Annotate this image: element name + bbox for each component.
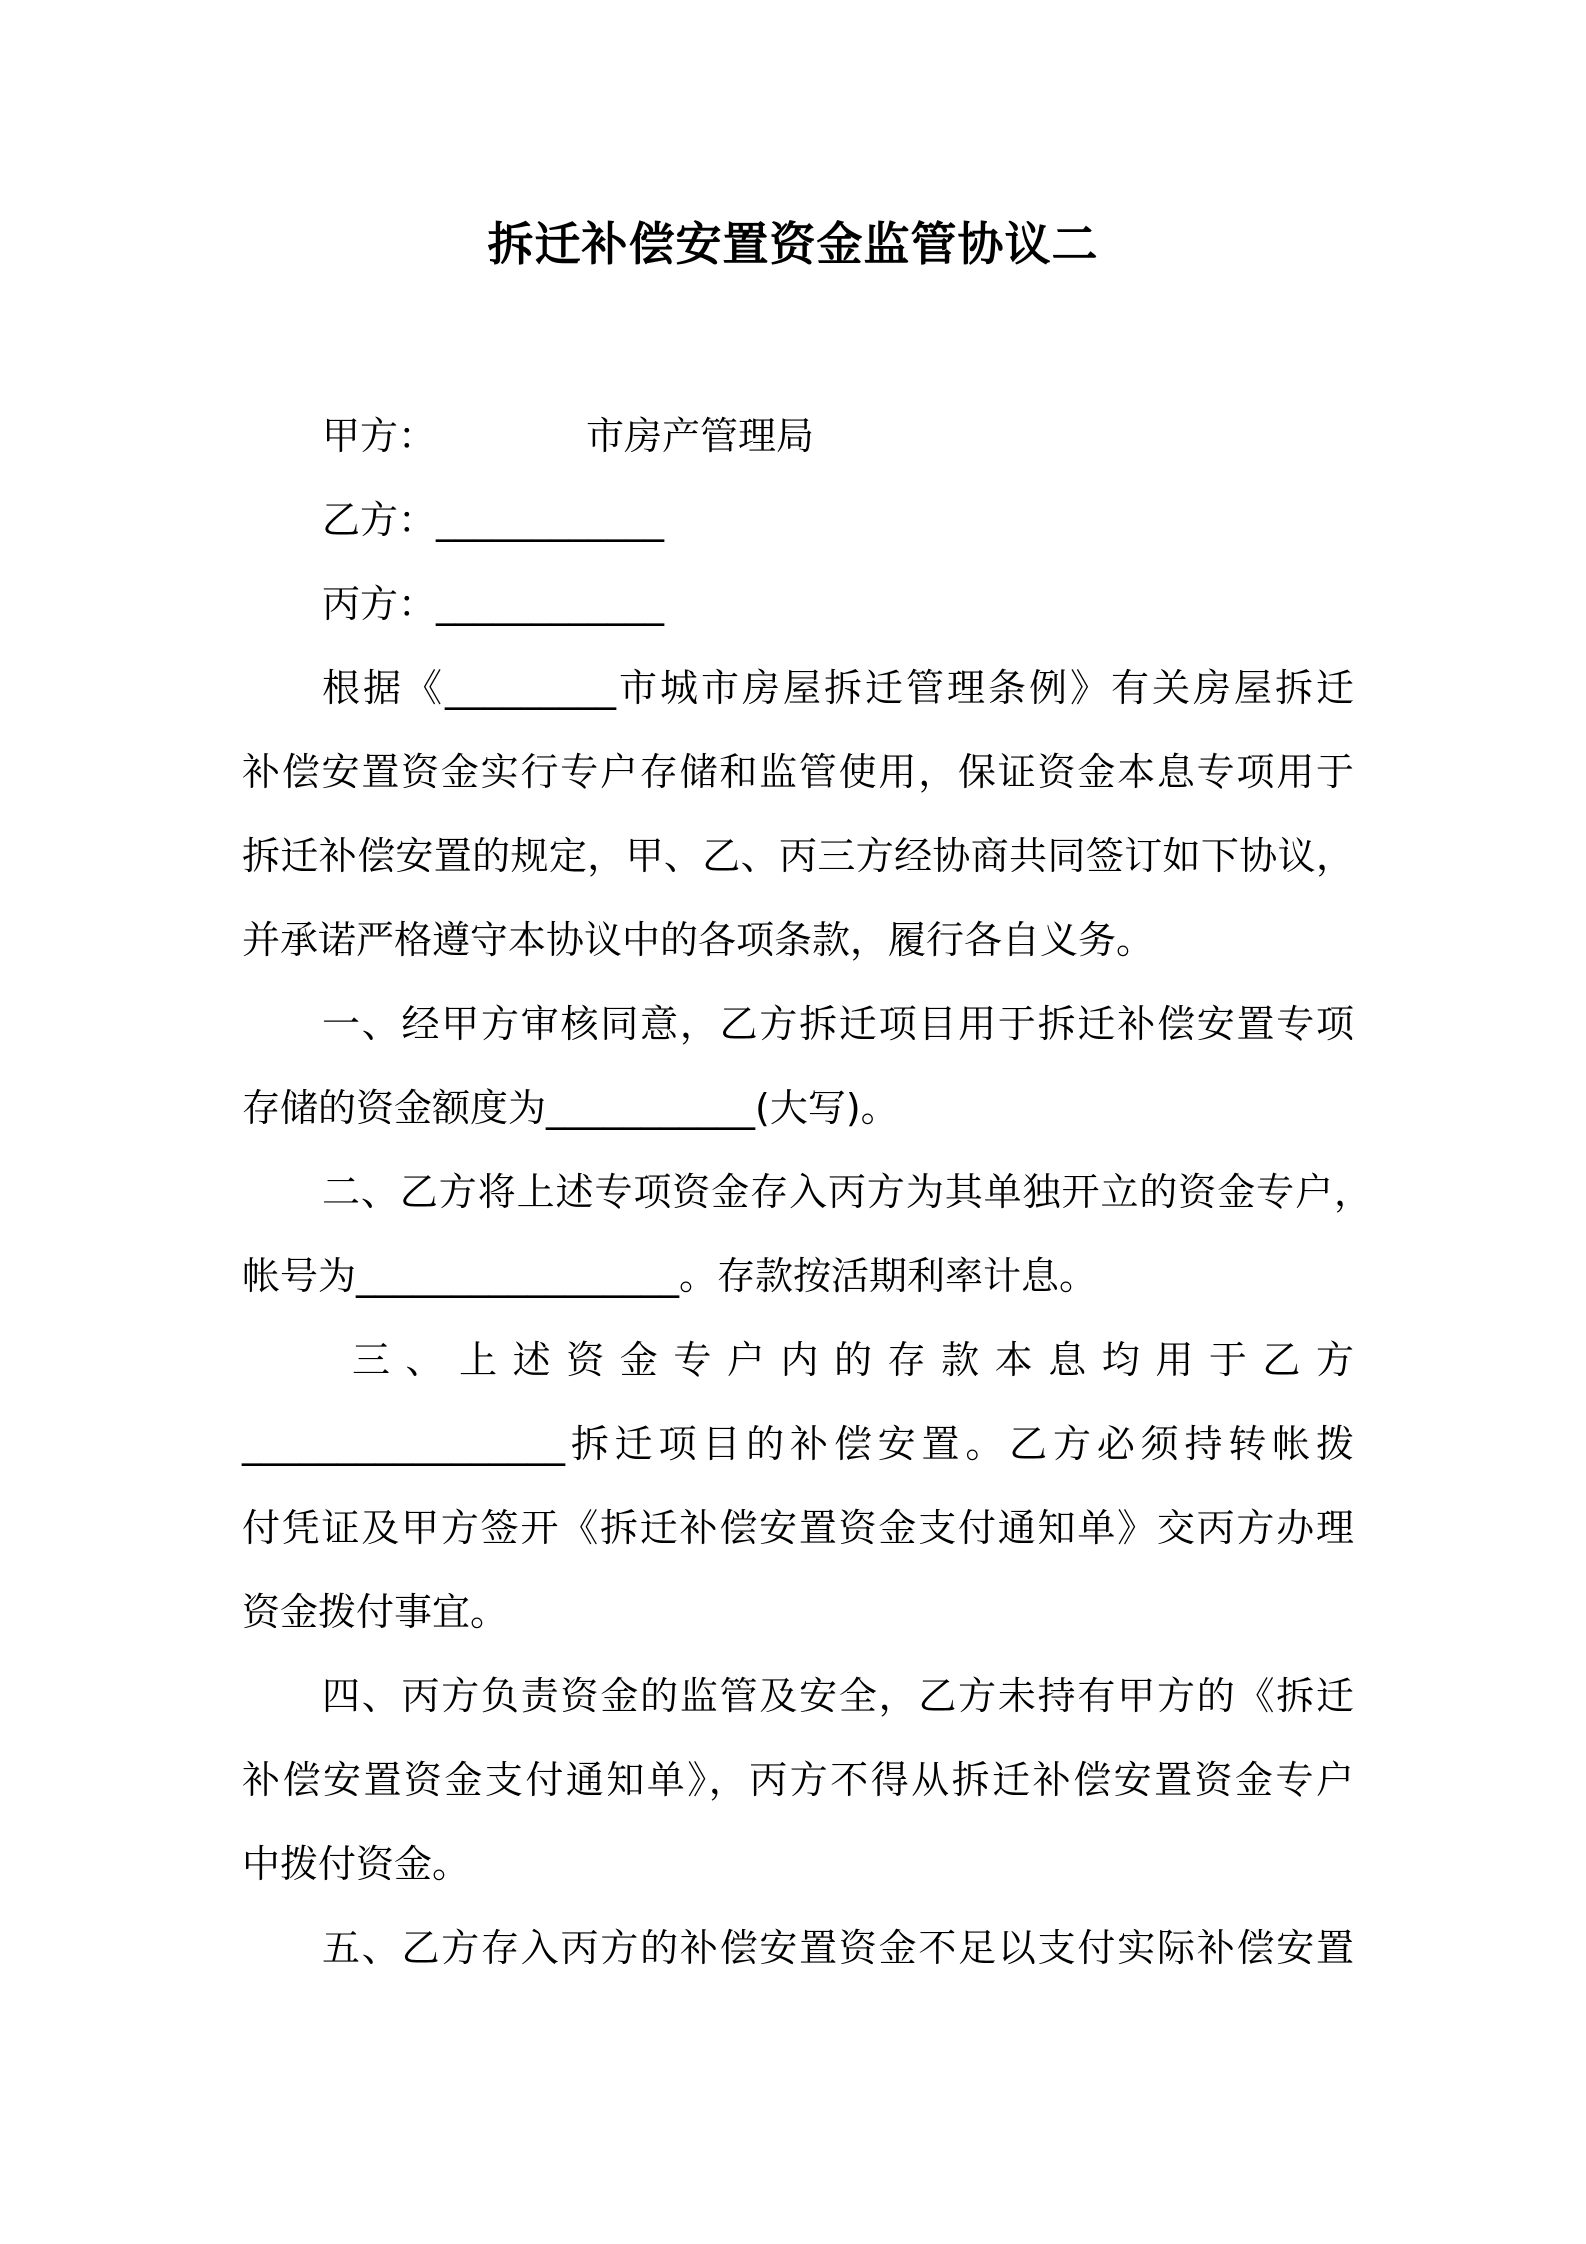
party-a-value: 市房产管理局 <box>586 414 815 458</box>
party-b-line <box>322 496 664 544</box>
document-title: 拆迁补偿安置资金监管协议二 <box>487 217 1099 271</box>
clause-1-line-2: 存储的资金额度为___________(大写)。 <box>242 1086 899 1130</box>
body-line-2: 补偿安置资金实行专户存储和监管使用，保证资金本息专项用于 <box>242 750 1354 794</box>
clause-4-line-2: 补偿安置资金支付通知单》，丙方不得从拆迁补偿安置资金专户 <box>242 1758 1354 1802</box>
body-line-3: 拆迁补偿安置的规定，甲、乙、丙三方经协商共同签订如下协议， <box>242 834 1354 878</box>
clause-4-line-3: 中拨付资金。 <box>242 1842 471 1886</box>
party-c-value: ____________ <box>436 582 665 626</box>
party-a-line <box>322 412 814 460</box>
party-c-line <box>322 580 664 628</box>
body-line-1: 根据《_________市城市房屋拆迁管理条例》有关房屋拆迁 <box>322 666 1354 710</box>
party-c-label: 丙方： <box>322 582 437 626</box>
clause-5-line-1: 五、乙方存入丙方的补偿安置资金不足以支付实际补偿安置 <box>322 1926 1354 1970</box>
clause-3-line-2: _________________拆迁项目的补偿安置。乙方必须持转帐拨 <box>242 1422 1354 1466</box>
party-a-label: 甲方： <box>322 414 437 458</box>
clause-3-line-1: 三、上述资金专户内的存款本息均用于乙方 <box>352 1338 1354 1382</box>
party-b-label: 乙方： <box>322 498 437 542</box>
clause-3-line-4: 资金拨付事宜。 <box>242 1590 509 1634</box>
clause-3-line-3: 付凭证及甲方签开《拆迁补偿安置资金支付通知单》交丙方办理 <box>242 1506 1354 1550</box>
party-b-value: ____________ <box>436 498 665 542</box>
body-line-4: 并承诺严格遵守本协议中的各项条款，履行各自义务。 <box>242 918 1155 962</box>
clause-1-line-1: 一、经甲方审核同意，乙方拆迁项目用于拆迁补偿安置专项 <box>322 1002 1354 1046</box>
clause-2-line-1: 二、乙方将上述专项资金存入丙方为其单独开立的资金专户， <box>322 1170 1372 1214</box>
clause-4-line-1: 四、丙方负责资金的监管及安全，乙方未持有甲方的《拆迁 <box>322 1674 1354 1718</box>
clause-2-line-2: 帐号为_________________。存款按活期利率计息。 <box>242 1254 1098 1298</box>
